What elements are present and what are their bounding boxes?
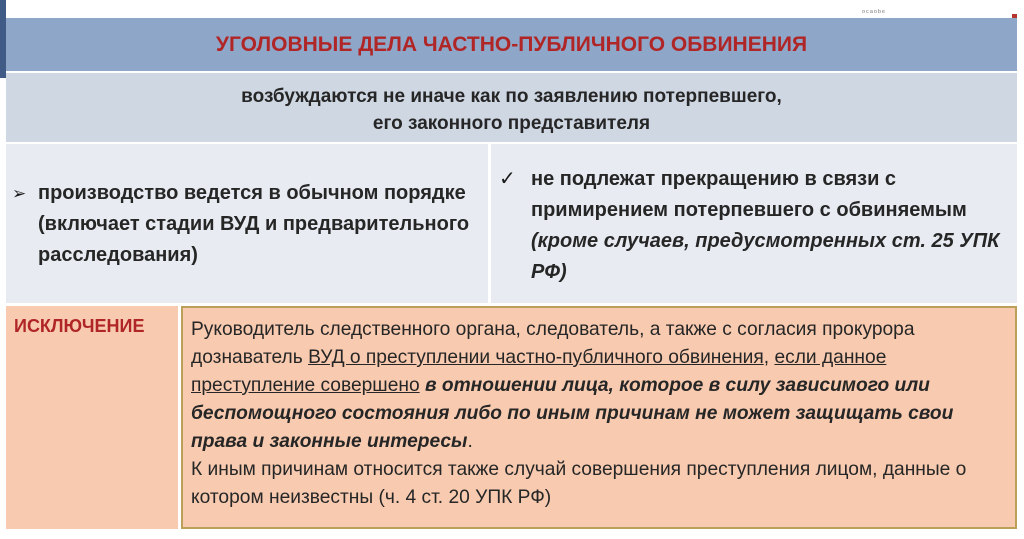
right-bullet-text [531,164,1011,288]
page-title: УГОЛОВНЫЕ ДЕЛА ЧАСТНО-ПУБЛИЧНОГО ОБВИНЕНИЯ [215,32,808,56]
right-bullet-italic: (кроме случаев, предусмотренных ст. 25 УПК РФ) [531,230,1000,283]
exception-p1-underline-1: ВУД о преступлении частно-публичного обвинения [308,347,764,368]
checkmark-icon: ✓ [499,168,516,190]
exception-p1-underline-2: если данное преступление совершено [191,347,887,396]
right-info-cell [491,144,1017,303]
exception-p1-emphasis: в отношении лица, которое в силу зависимого или беспомощного состояния либо по иным причинам не может защищать свои права и законные интересы [191,375,954,452]
exception-label-cell [6,306,178,529]
left-info-cell [6,144,488,303]
arrow-bullet-icon: ➢ [12,184,27,203]
exception-p1-separator: , [763,347,775,368]
subtitle-banner [6,73,1017,142]
right-bullet-plain: не подлежат прекращению в связи с примирением потерпевшего с обвиняемым [531,168,967,221]
subtitle-line-2: его законного представителя [372,113,651,134]
title-banner [6,18,1017,71]
left-bullet-text: производство ведется в обычном порядке (включает стадии ВУД и предварительного расследования) [38,182,470,266]
exception-paragraph-2: К иным причинам относится также случай совершения преступления лицом, данные о котором неизвестны (ч. 4 ст. 20 УПК РФ) [191,459,967,508]
exception-p1-start: Руководитель следственного органа, следователь, а также с согласия прокурора дознаватель [191,319,915,368]
exception-p1-end: . [467,431,473,452]
exception-paragraph-1 [191,316,1007,456]
exception-body [181,306,1017,529]
subtitle-line-1: возбуждаются не иначе как по заявлению потерпевшего, [241,86,782,107]
right-bullet [499,164,1011,288]
exception-label: ИСКЛЮЧЕНИЕ [14,316,145,336]
watermark-text: ᵒᶜᵃᵒᵇᵉ [862,8,886,17]
left-bullet [12,178,482,271]
